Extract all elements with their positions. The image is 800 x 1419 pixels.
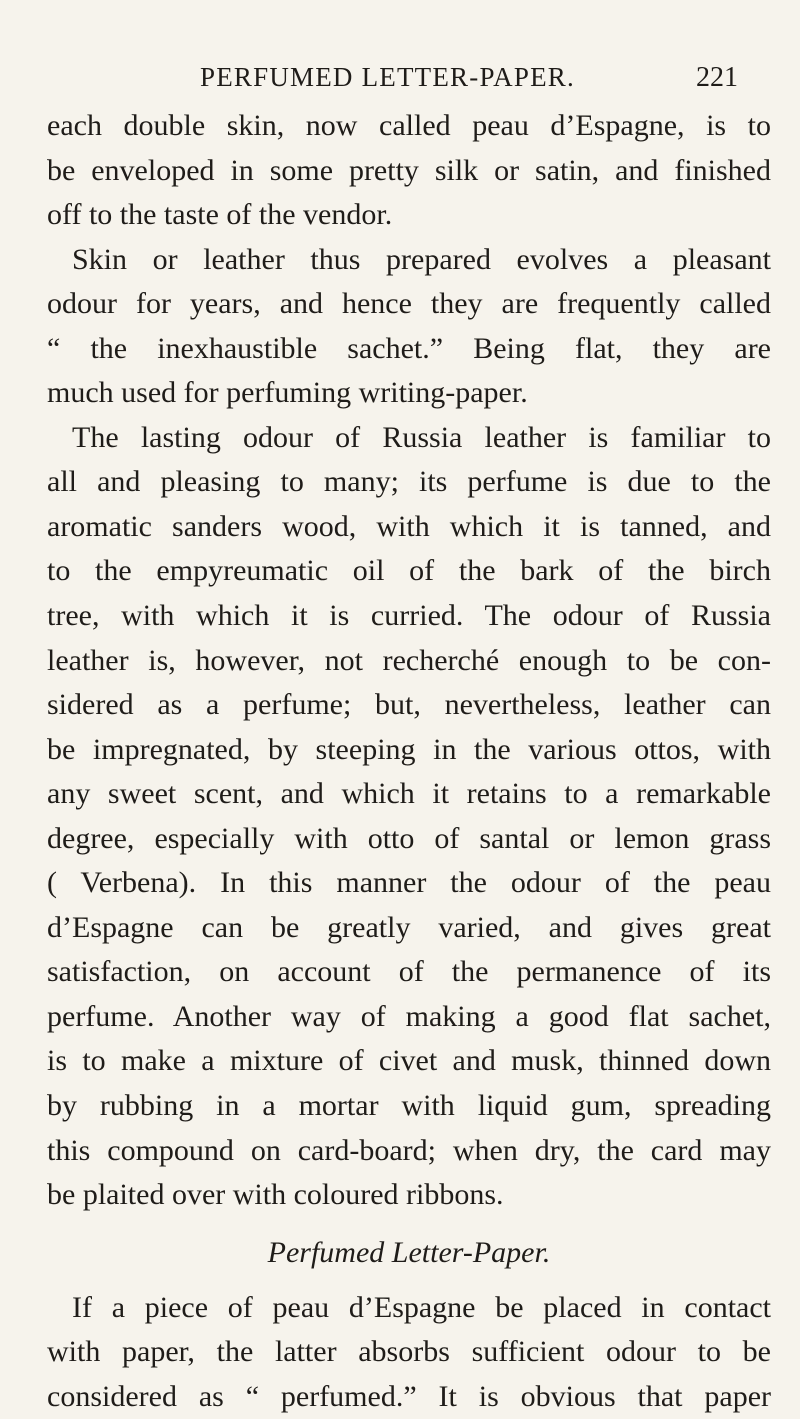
text-line: all and pleasing to many; its perfume is due to the (47, 465, 771, 499)
text-line: leather is, however, not recherché enough to be con- (47, 643, 771, 677)
text-line: to the empyreumatic oil of the bark of the birch (47, 554, 771, 588)
text-line: considered as “ perfumed.” It is obvious that paper (47, 1379, 771, 1413)
running-title: PERFUMED LETTER-PAPER. (200, 62, 575, 92)
main-text (47, 104, 771, 1419)
text-line: odour for years, and hence they are frequently called (47, 287, 771, 321)
running-head (0, 62, 800, 102)
text-line: Skin or leather thus prepared evolves a pleasant (72, 242, 771, 276)
text-line: ( Verbena). In this manner the odour of the peau (47, 866, 771, 900)
text-line: sidered as a perfume; but, nevertheless, leather can (47, 688, 771, 722)
text-line: perfume. Another way of making a good flat sachet, (47, 999, 771, 1033)
section-heading: Perfumed Letter-Paper. (267, 1235, 551, 1269)
text-line: be impregnated, by steeping in the various ottos, with (47, 732, 771, 766)
text-line: be enveloped in some pretty silk or satin, and finished (47, 153, 771, 187)
text-line: aromatic sanders wood, with which it is tanned, and (47, 509, 771, 543)
text-line: by rubbing in a mortar with liquid gum, spreading (47, 1089, 771, 1123)
text-line: The lasting odour of Russia leather is familiar to (72, 420, 771, 454)
text-line: any sweet scent, and which it retains to a remarkable (47, 777, 771, 811)
text-line: be plaited over with coloured ribbons. (47, 1178, 504, 1212)
text-line: much used for perfuming writing-paper. (47, 376, 528, 410)
text-line: with paper, the latter absorbs sufficient odour to be (47, 1335, 771, 1369)
text-line: degree, especially with otto of santal or lemon grass (47, 821, 771, 855)
text-line: off to the taste of the vendor. (47, 198, 393, 232)
text-line: If a piece of peau d’Espagne be placed in contact (72, 1290, 771, 1324)
text-line: this compound on card-board; when dry, the card may (47, 1133, 771, 1167)
text-line: “ the inexhaustible sachet.” Being flat, they are (47, 331, 771, 365)
text-line: is to make a mixture of civet and musk, thinned down (47, 1044, 771, 1078)
text-line: each double skin, now called peau d’Espagne, is to (47, 109, 771, 142)
text-line: tree, with which it is curried. The odour of Russia (47, 599, 771, 633)
text-line: satisfaction, on account of the permanence of its (47, 955, 771, 989)
text-line: d’Espagne can be greatly varied, and gives great (47, 910, 771, 944)
page-number: 221 (696, 62, 738, 93)
